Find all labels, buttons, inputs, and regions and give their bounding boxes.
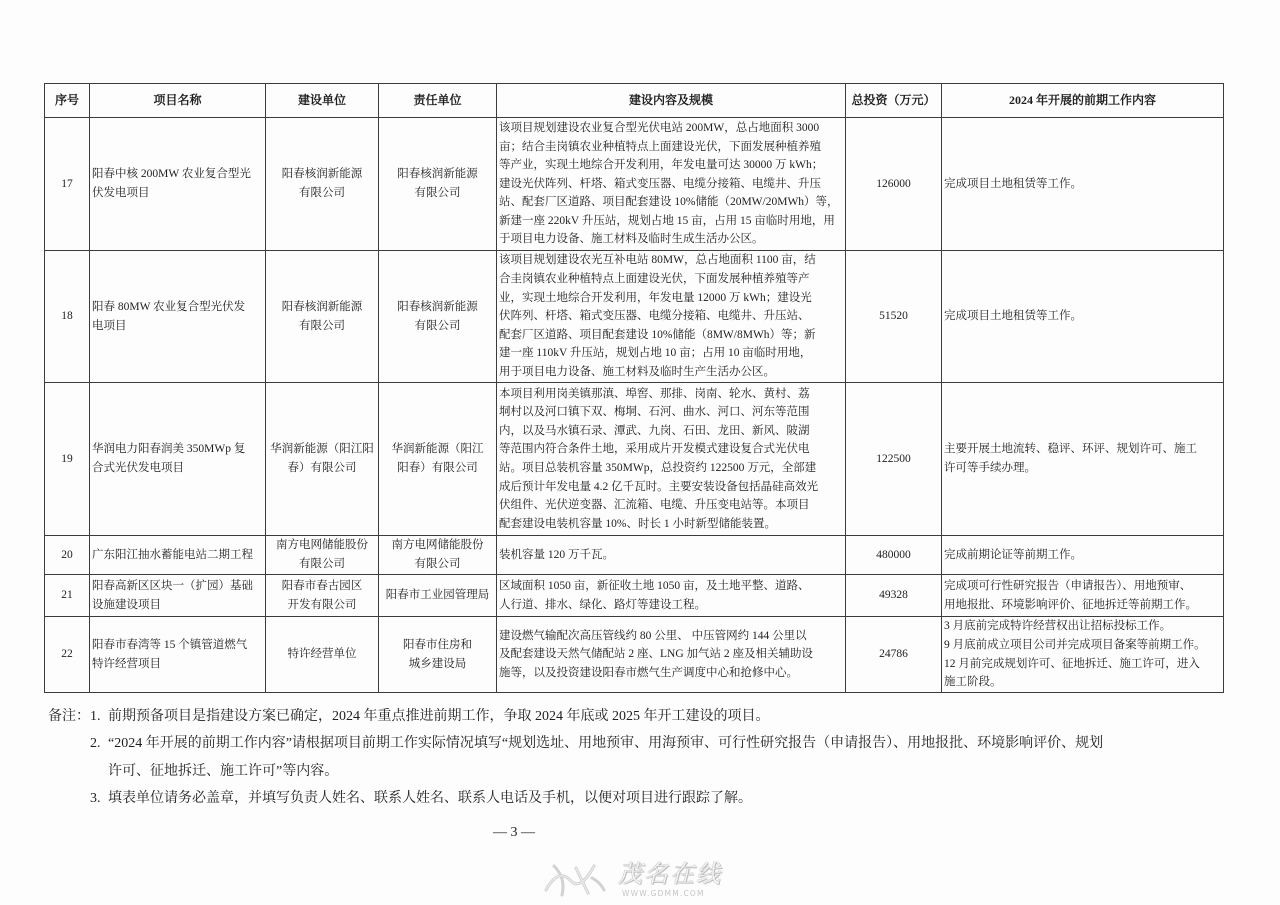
cell-responsible-unit: 南方电网储能股份 有限公司: [379, 536, 497, 575]
header-total-investment: 总投资（万元）: [846, 84, 942, 118]
header-preliminary-work-2024: 2024 年开展的前期工作内容: [942, 84, 1224, 118]
page-number: — 3 —: [493, 825, 535, 840]
header-construction-unit: 建设单位: [266, 84, 379, 118]
cell-construction-unit: 南方电网储能股份 有限公司: [266, 536, 379, 575]
cell-construction-content: 该项目规划建设农光互补电站 80MW，总占地面积 1100 亩，结 合圭岗镇农业种植特点上面建设光伏，下面发展种植养殖等产 业，实现土地综合开发利用，年发电量 12000 万 kWh；建设光 伏阵列、杆塔、箱式变压器、电缆分接箱、电缆井、升压站、 配套厂区道路、项目配套建设 10%储能（8MW/8MWh）等；新 建一座 110kV 升压站，规划占地 10 亩；占用 10 亩临时用地， 用于项目电力设备、施工材料及临时生产生活办公区。: [497, 251, 846, 383]
cell-construction-unit: 阳春核润新能源 有限公司: [266, 251, 379, 383]
note-item: [48, 730, 1228, 785]
cell-serial-number: 22: [45, 617, 90, 693]
table-row: [45, 617, 1224, 693]
cell-preliminary-work-2024: 完成项目土地租赁等工作。: [942, 251, 1224, 383]
cell-preliminary-work-2024: 完成前期论证等前期工作。: [942, 536, 1224, 575]
cell-serial-number: 18: [45, 251, 90, 383]
note-number: 3.: [90, 790, 101, 806]
note-text: 填表单位请务必盖章，并填写负责人姓名、联系人姓名、联系人电话及手机，以便对项目进行跟踪了解。: [108, 790, 752, 806]
cell-construction-content: 本项目利用岗美镇那滇、埠窖、那排、岗南、轮水、黄村、荔 垌村以及河口镇下双、梅垌、石河、曲水、河口、河东等范围 内，以及马水镇石录、潭武、九岗、石田、龙田、新风、陂湖 等范围内符合条件土地，采用成片开发模式建设复合式光伏电 站。项目总装机容量 350MWp，总投资约 122500 万元，全部建 成后预计年发电量 4.2 亿千瓦时。主要安装设备包括晶硅高效光 伏组件、光伏逆变器、汇流箱、电缆、升压变电站等。本项目 配套建设电装机容量 10%、时长 1 小时新型储能装置。: [497, 383, 846, 536]
watermark-brand: 茂名在线: [618, 860, 722, 888]
cell-project-name: 阳春中核 200MW 农业复合型光 伏发电项目: [90, 118, 266, 251]
cell-total-investment: 480000: [846, 536, 942, 575]
cell-construction-unit: 阳春市春古园区 开发有限公司: [266, 575, 379, 617]
cell-construction-unit: 特许经营单位: [266, 617, 379, 693]
notes-label: 备注：: [48, 709, 90, 724]
cell-project-name: 广东阳江抽水蓄能电站二期工程: [90, 536, 266, 575]
cell-construction-content: 装机容量 120 万千瓦。: [497, 536, 846, 575]
header-responsible-unit: 责任单位: [379, 84, 497, 118]
project-table: [44, 83, 1224, 693]
header-construction-content: 建设内容及规模: [497, 84, 846, 118]
note-text: 前期预备项目是指建设方案已确定，2024 年重点推进前期工作，争取 2024 年底或 2025 年开工建设的项目。: [108, 709, 770, 724]
cell-responsible-unit: 阳春市工业园管理局: [379, 575, 497, 617]
cell-project-name: 阳春市春湾等 15 个镇管道燃气 特许经营项目: [90, 617, 266, 693]
table-header-row: [45, 84, 1224, 118]
cell-total-investment: 49328: [846, 575, 942, 617]
cell-responsible-unit: 华润新能源（阳江 阳春）有限公司: [379, 383, 497, 536]
table-row: [45, 575, 1224, 617]
cell-responsible-unit: 阳春核润新能源 有限公司: [379, 118, 497, 251]
cell-serial-number: 17: [45, 118, 90, 251]
header-project-name: 项目名称: [90, 84, 266, 118]
cell-serial-number: 19: [45, 383, 90, 536]
cell-construction-content: 区域面积 1050 亩，新征收土地 1050 亩，及土地平整、道路、 人行道、排水、绿化、路灯等建设工程。: [497, 575, 846, 617]
cell-project-name: 华润电力阳春润美 350MWp 复 合式光伏发电项目: [90, 383, 266, 536]
cell-total-investment: 122500: [846, 383, 942, 536]
cell-construction-unit: 华润新能源（阳江阳 春）有限公司: [266, 383, 379, 536]
table-row: [45, 383, 1224, 536]
cell-responsible-unit: 阳春核润新能源 有限公司: [379, 251, 497, 383]
cell-preliminary-work-2024: 完成项目土地租赁等工作。: [942, 118, 1224, 251]
cell-project-name: 阳春 80MW 农业复合型光伏发 电项目: [90, 251, 266, 383]
watermark-url: WWW.GDMM.COM: [622, 889, 705, 898]
table-row: [45, 251, 1224, 383]
cell-construction-content: 该项目规划建设农业复合型光伏电站 200MW，总占地面积 3000 亩；结合圭岗镇农业种植特点上面建设光伏，下面发展种植养殖 等产业，实现土地综合开发利用，年发电量可达 30000 万 kWh； 建设光伏阵列、杆塔、箱式变压器、电缆分接箱、电缆井、升压 站、配套厂区道路、项目配套建设 10%储能（20MW/20MWh）等， 新建一座 220kV 升压站，规划占地 15 亩，占用 15 亩临时用地，用 于项目电力设备、施工材料及临时生成生活办公区。: [497, 118, 846, 251]
cell-total-investment: 126000: [846, 118, 942, 251]
cell-construction-unit: 阳春核润新能源 有限公司: [266, 118, 379, 251]
cell-construction-content: 建设燃气输配次高压管线约 80 公里、 中压管网约 144 公里以 及配套建设天然气储配站 2 座、LNG 加气站 2 座及相关辅助设 施等，以及投资建设阳春市燃气生产调度中心和抢修中心。: [497, 617, 846, 693]
cell-total-investment: 24786: [846, 617, 942, 693]
cell-serial-number: 21: [45, 575, 90, 617]
cell-project-name: 阳春高新区区块一（扩园）基础 设施建设项目: [90, 575, 266, 617]
notes-section: [48, 703, 1228, 812]
cell-preliminary-work-2024: 3 月底前完成特许经营权出让招标投标工作。 9 月底前成立项目公司并完成项目备案等前期工作。 12 月前完成规划许可、征地拆迁、施工许可，进入 施工阶段。: [942, 617, 1224, 693]
cell-preliminary-work-2024: 主要开展土地流转、稳评、环评、规划许可、施工 许可等手续办理。: [942, 383, 1224, 536]
table-row: [45, 118, 1224, 251]
cell-preliminary-work-2024: 完成项可行性研究报告（申请报告）、用地预审、 用地报批、环境影响评价、征地拆迁等前期工作。: [942, 575, 1224, 617]
note-item: [48, 785, 1228, 812]
watermark: [542, 858, 752, 900]
cell-responsible-unit: 阳春市住房和 城乡建设局: [379, 617, 497, 693]
note-text: “2024 年开展的前期工作内容”请根据项目前期工作实际情况填写“规划选址、用地预审、用海预审、可行性研究报告（申请报告）、用地报批、环境影响评价、规划 许可、征地拆迁、施工许可”等内容。: [108, 736, 1104, 779]
table-row: [45, 536, 1224, 575]
note-number: 1.: [90, 709, 101, 724]
note-item: [48, 703, 1228, 730]
note-number: 2.: [90, 736, 101, 752]
cell-serial-number: 20: [45, 536, 90, 575]
header-serial-number: 序号: [45, 84, 90, 118]
watermark-logo-icon: [542, 860, 608, 898]
cell-total-investment: 51520: [846, 251, 942, 383]
